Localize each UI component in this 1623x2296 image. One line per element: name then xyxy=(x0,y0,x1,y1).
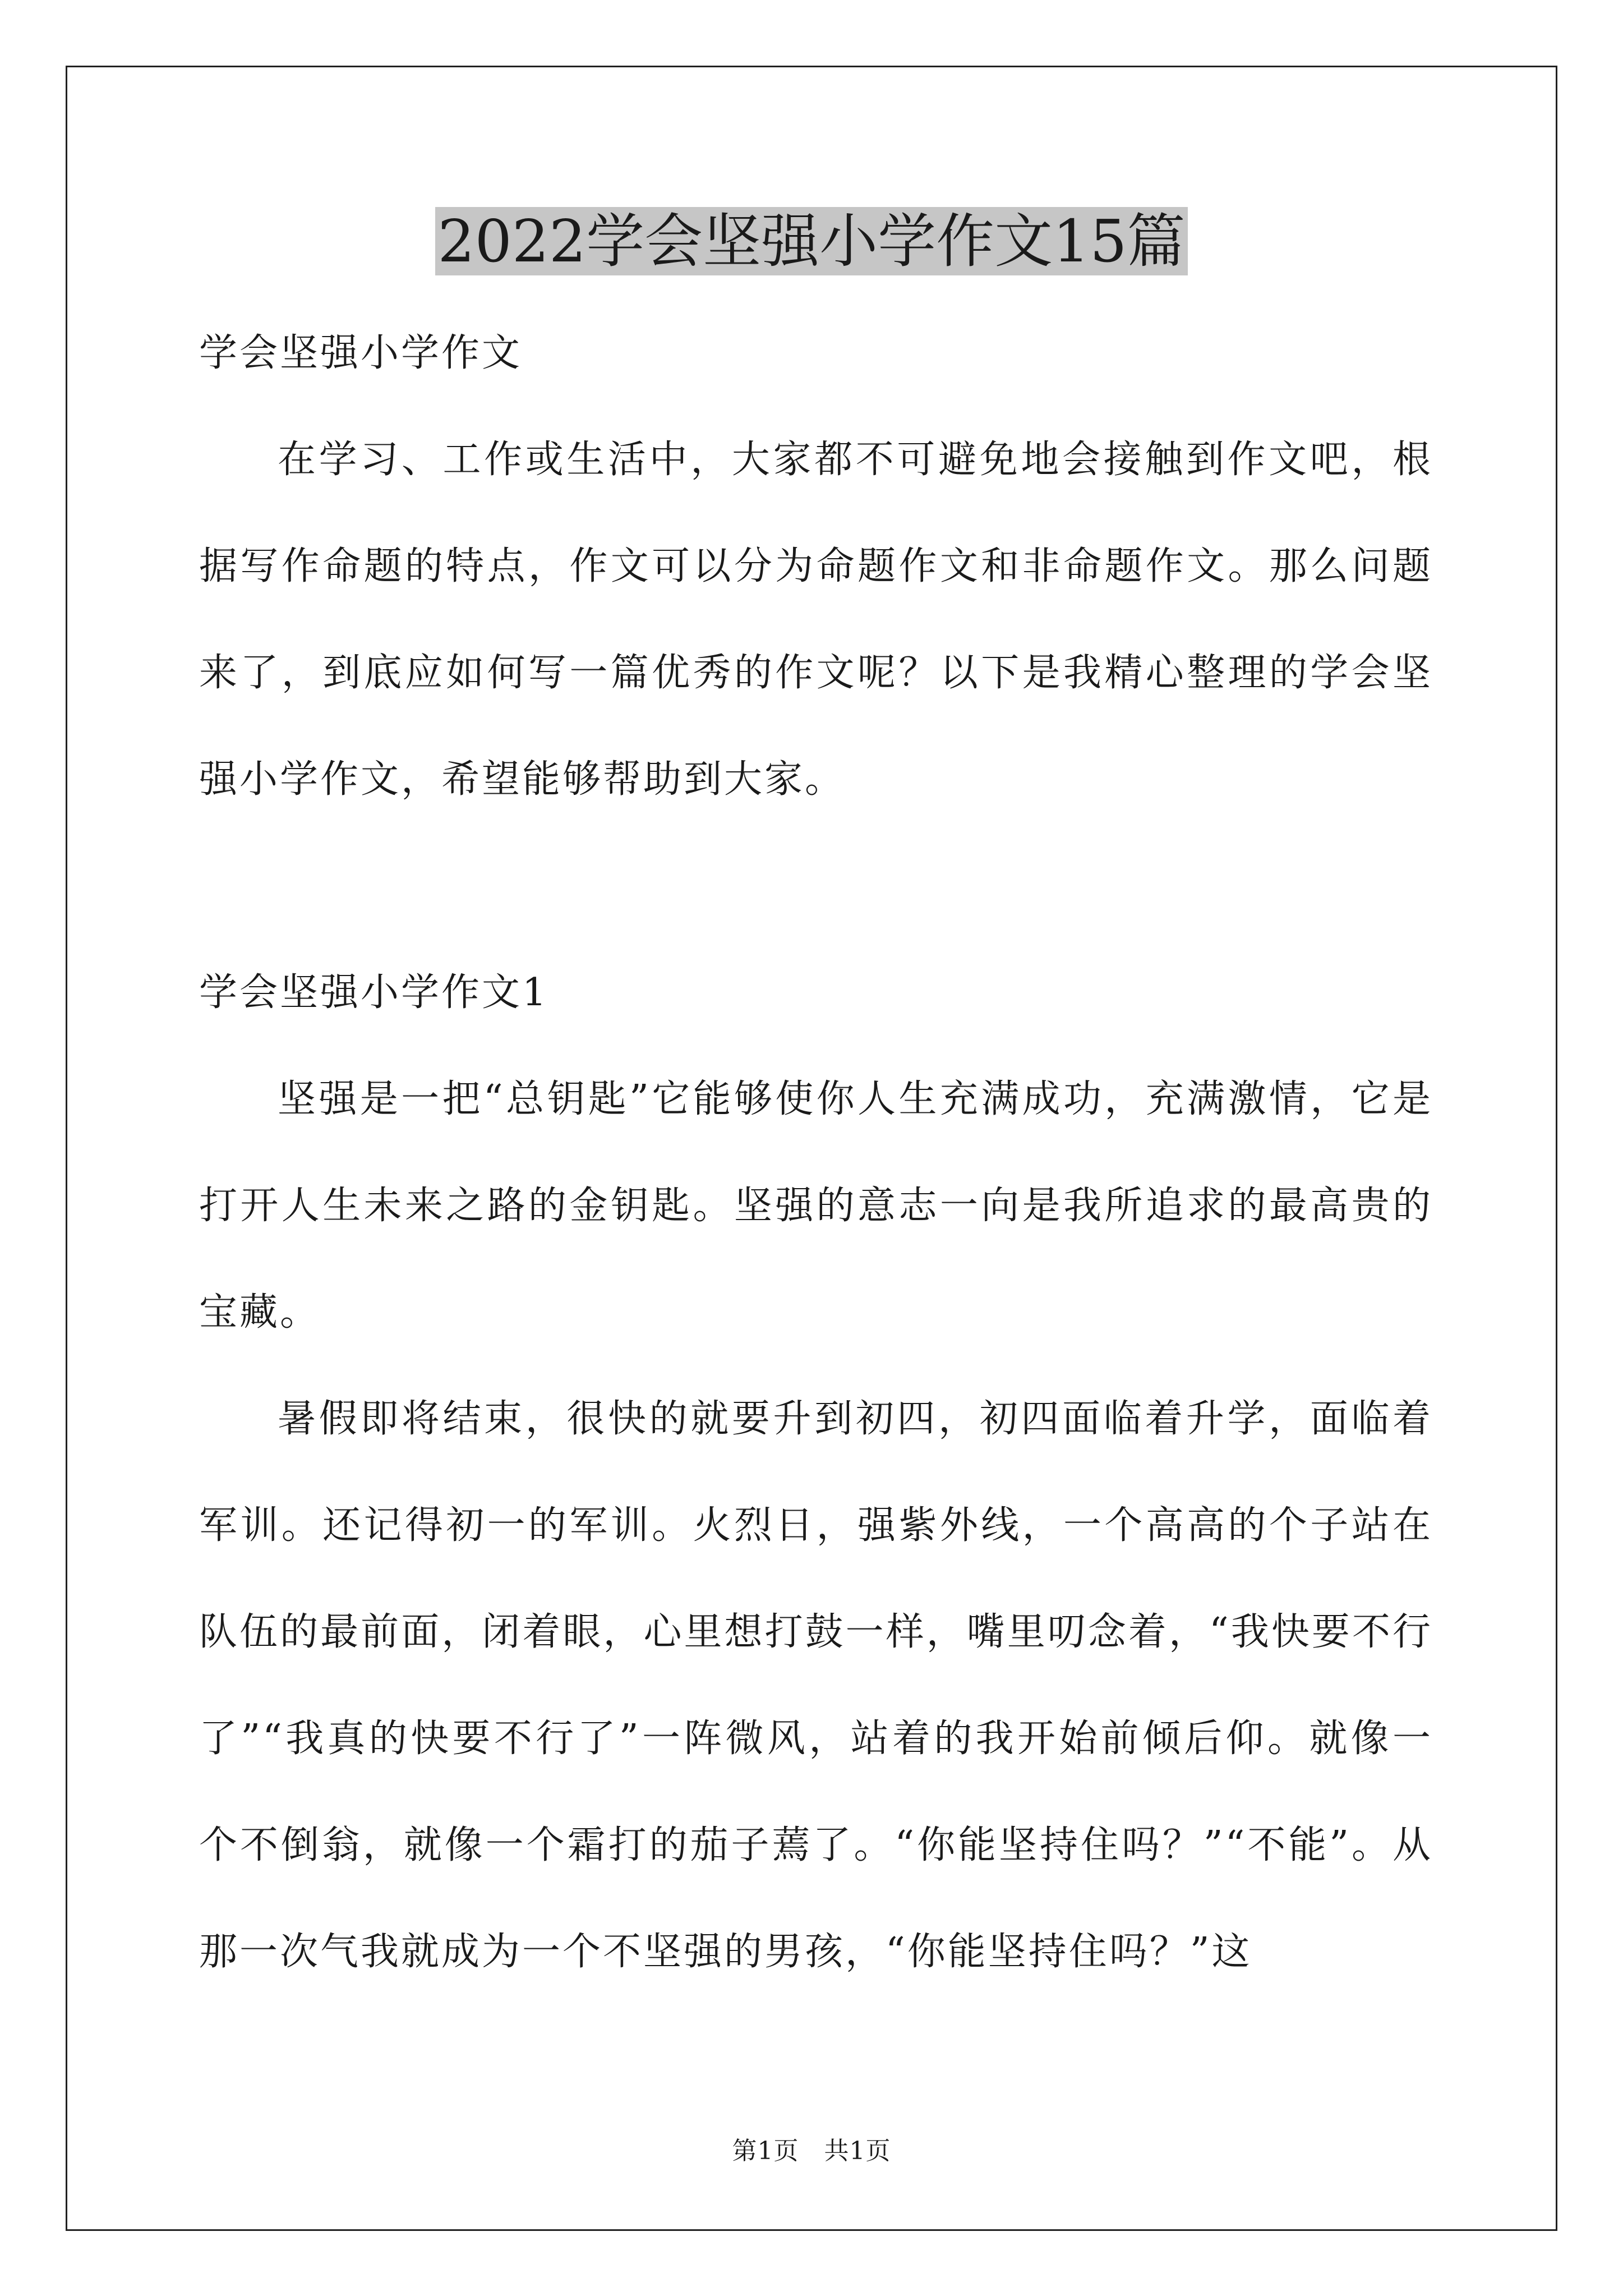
page-footer: 第1页 共1页 xyxy=(732,2137,891,2165)
section-heading: 学会坚强小学作文 xyxy=(199,331,523,375)
document-title xyxy=(0,202,1623,280)
document-title-text: 2022学会坚强小学作文15篇 xyxy=(435,207,1187,275)
document-body xyxy=(199,300,1433,2005)
paragraph: 暑假即将结束，很快的就要升到初四，初四面临着升学，面临着军训。还记得初一的军训。火烈日，强紫外线，一个高高的个子站在队伍的最前面，闭着眼，心里想打鼓一样，嘴里叨念着，“我快要不行了”“我真的快要不行了”一阵微风，站着的我开始前倾后仰。就像一个不倒翁，就像一个霜打的茄子蔫了。“你能坚持住吗？”“不能”。从那一次气我就成为一个不坚强的男孩，“你能坚持住吗？”这 xyxy=(199,1397,1433,1974)
paragraph: 在学习、工作或生活中，大家都不可避免地会接触到作文吧，根据写作命题的特点，作文可以分为命题作文和非命题作文。那么问题来了，到底应如何写一篇优秀的作文呢？以下是我精心整理的学会坚强小学作文，希望能够帮助到大家。 xyxy=(199,438,1433,802)
paragraph: 坚强是一把“总钥匙”它能够使你人生充满成功，充满激情，它是打开人生未来之路的金钥匙。坚强的意志一向是我所追求的最高贵的宝藏。 xyxy=(199,1077,1433,1335)
section-heading: 学会坚强小学作文1 xyxy=(199,970,549,1015)
